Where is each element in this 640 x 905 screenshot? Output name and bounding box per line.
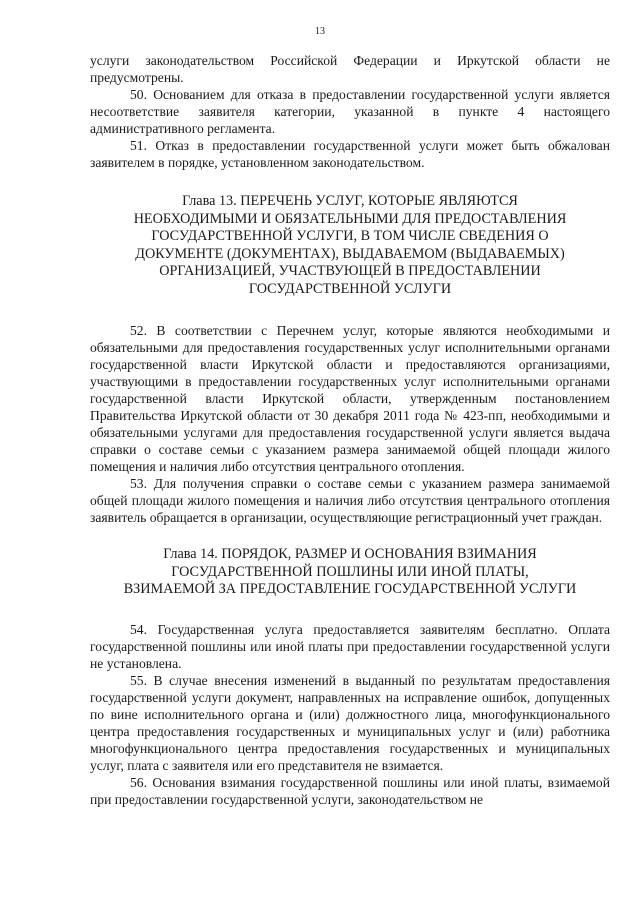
paragraph-50: 50. Основанием для отказа в предоставлении государственной услуги является несоответствие заявителя категории, указанной в пункте 4 настоящего административного регламента. bbox=[90, 87, 610, 136]
paragraph-52: 52. В соответствии с Перечнем услуг, которые являются необходимыми и обязательными для предоставления государственных услуг исполнительными органами государственной власти Иркутской области и предоставляются организациями, участвующими в предоставлении государственных услуг исполнительными органами государственной власти Иркутской области, утвержденным постановлением Правительства Иркутской области от 30 декабря 2011 года № 423-пп, необходимыми и обязательными услугами для предоставления государственной услуги является выдача справки о составе семьи с указанием размера занимаемой общей площади жилого помещения и наличия либо отсутствия центрального отопления. bbox=[90, 323, 610, 474]
chapter-13-heading-line: ГОСУДАРСТВЕННОЙ УСЛУГИ bbox=[248, 280, 452, 297]
paragraph-55: 55. В случае внесения изменений в выданный по результатам предоставления государственной услуги документ, направленных на исправление ошибок, допущенных по вине исполнительного органа и (или) должностного лица, многофункционального центра предоставления государственных и муниципальных услуг и (или) работника многофункционального центра предоставления государственных и муниципальных услуг, плата с заявителя или его представителя не взимается. bbox=[90, 672, 610, 773]
chapter-13-heading-line: ГОСУДАРСТВЕННОЙ УСЛУГИ, В ТОМ ЧИСЛЕ СВЕДЕНИЯ О bbox=[151, 228, 549, 244]
paragraph-53: 53. Для получения справки о составе семьи с указанием размера занимаемой общей площади жилого помещения и наличия либо отсутствия центрального отопления заявитель обращается в организации, осуществляющие регистрационный учет граждан. bbox=[90, 476, 610, 525]
paragraph-51: 51. Отказ в предоставлении государственной услуги может быть обжалован заявителем в порядке, установленном законодательством. bbox=[90, 138, 610, 170]
chapter-14-heading-line: Глава 14. ПОРЯДОК, РАЗМЕР И ОСНОВАНИЯ ВЗИМАНИЯ bbox=[163, 546, 537, 562]
paragraph-56: 56. Основания взимания государственной пошлины или иной платы, взимаемой при предоставлении государственной услуги, законодательством не bbox=[90, 774, 610, 807]
chapter-13-heading-line: ДОКУМЕНТЕ (ДОКУМЕНТАХ), ВЫДАВАЕМОМ (ВЫДАВАЕМЫХ) bbox=[135, 245, 565, 262]
document-body bbox=[90, 52, 610, 808]
chapter-13-heading bbox=[90, 193, 610, 298]
paragraph-54: 54. Государственная услуга предоставляется заявителям бесплатно. Оплата государственной пошлины или иной платы при предоставлении государственной услуги не установлена. bbox=[90, 621, 610, 671]
chapter-14-heading-line: ГОСУДАРСТВЕННОЙ ПОШЛИНЫ ИЛИ ИНОЙ ПЛАТЫ, bbox=[171, 563, 529, 580]
page-number: 13 bbox=[315, 26, 325, 37]
chapter-13-heading-line: ОРГАНИЗАЦИЕЙ, УЧАСТВУЮЩЕЙ В ПРЕДОСТАВЛЕНИИ bbox=[159, 263, 541, 279]
chapter-13-heading-line: Глава 13. ПЕРЕЧЕНЬ УСЛУГ, КОТОРЫЕ ЯВЛЯЮТСЯ bbox=[182, 193, 518, 209]
chapter-14-heading bbox=[90, 546, 610, 599]
chapter-14-heading-line: ВЗИМАЕМОЙ ЗА ПРЕДОСТАВЛЕНИЕ ГОСУДАРСТВЕННОЙ УСЛУГИ bbox=[123, 581, 577, 597]
chapter-13-heading-line: НЕОБХОДИМЫМИ И ОБЯЗАТЕЛЬНЫМИ ДЛЯ ПРЕДОСТАВЛЕНИЯ bbox=[133, 210, 567, 227]
paragraph-continuation: услуги законодательством Российской Федерации и Иркутской области не предусмотрены. bbox=[90, 53, 610, 85]
